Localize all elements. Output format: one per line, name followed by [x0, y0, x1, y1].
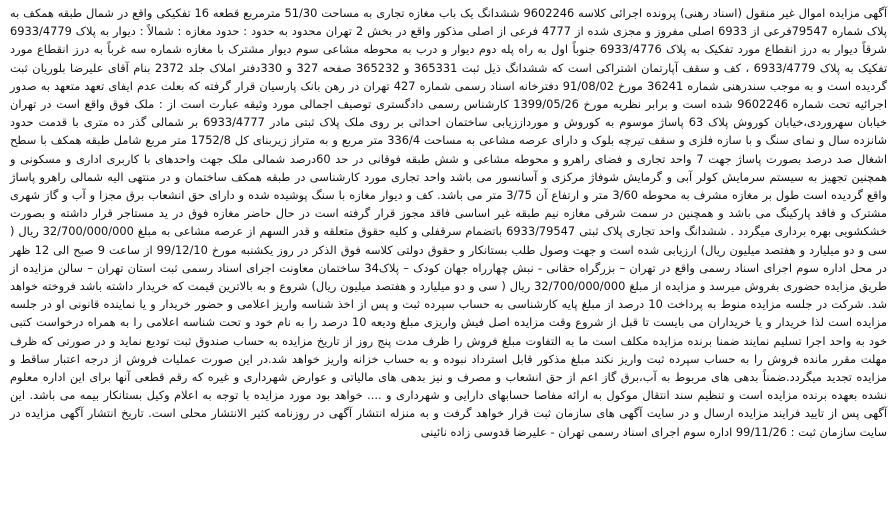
- auction-notice-text: آگهی مزایده اموال غیر منقول (اسناد رهنی) پرونده اجرائی کلاسه 9602246 ششدانگ یک باب مغازه تجاری به مساحت 51/30 مترمربع قطعه 16 تفکیکی واقع در شمال طبقه همکف به پلاک شماره 79547فرعی از 6933 اصلی مفروز و مجزی شده از 4777 فرعی از اصلی مذکور واقع در بخش 2 تهران محدود به حدود : حدود مغازه : شمالاً : دیوار به پلاک 6933/4779 شرقاً دیوار به درز انقطاع مورد تفکیک به پلاک 6933/4776 جنوباً اول به راه پله دوم دیوار و درب به محوطه مشاعی سوم دیوار مشترک با مغازه شماره سه غرباً به درز انقطاع مورد تفکیک به پلاک 6933/4779 ، کف و سقف آپارتمان اشتراکی است که ششدانگ ذیل ثبت 365331 و 365232 صفحه 327 و 330دفتر املاک جلد 2372 بنام آقای علیرضا بلوریان ثبت گردیده است و به موجب سندرهنی شماره 36241 مورخ 91/08/02 دفترخانه اسناد رسمی شماره 427 تهران در رهن بانک پارسیان قرار گرفته که بعلت عدم ایفای تعهد متعهد به صدور اجرائیه تحت شماره 9602246 شده است و برابر نظریه مورخ 1399/05/26 کارشناس رسمی دادگستری توصیف اجمالی مورد وثیقه عبارت است از : ملک فوق واقع است در تهران خیابان سهروردی،خیابان کوروش پلاک 63 پاساژ موسوم به کوروش و مورداززیابی ساختمان احداثی بر روی ملک پلاک ثبتی مادر 6933/4777 بر شمالی گذر ده متری با قدمت حدود شانزده سال و نمای سنگ و با سازه فلزی و سقف تیرچه بلوک و دارای عرصه مشاعی به مساحت 336/4 متر مربع و به متراز زیربنای کل 1752/8 متر مربع شامل طبقه همکف با سطح اشغال صد درصد بصورت پاساژ جهت 7 واحد تجاری و فضای راهرو و محوطه مشاعی و شش طبقه فوقانی در حد 60درصد شمالی ملک جهت واحدهای با کاربری اداری و مسکونی و همچنین تجهیز به سیستم سرمایش کولر آبی و گرمایش شوفاژ مرکزی و آسانسور می باشد واحد تجاری مورد کارشناسی در طبقه همکف ساختمان و در منتهی الیه شمالی راهرو پاساژ واقع گردیده است طول بر مغازه مشرف به محوطه 3/60 متر و ارتفاع آن 3/75 متر می باشد. کف و دیوار مغازه با سنگ پوشیده شده و دارای حق انشعاب برق مجزا و آب و گاز شهری مشترک و فاقد پارکینگ می باشد و همچنین در سمت شرقی مغازه نیم طبقه غیر اساسی فاقد مجوز قرار گرفته است در حال حاضر مغازه فوق در ید مستاجر قرار داشته و بصورت خشکشویی بهره برداری میگردد . ششدانگ واحد تجاری پلاک ثبتی 6933/79547 باتضمام سرقفلی و کلیه حقوق متعلقه و قدر السهم از عرصه مشاعی به مبلغ 32/700/000/000 ریال ( سی و دو میلیارد و هفتصد میلیون ریال) ارزیابی شده است و جهت وصول طلب بستانکار و حقوق دولتی کلاسه فوق الذکر در روز یکشنبه مورخ 99/12/10 از ساعت 9 صبح الی 12 ظهر در محل اداره سوم اجرای اسناد رسمی واقع در تهران – بزرگراه حقانی - نبش چهارراه جهان کودک – پلاک34 ساختمان معاونت اجرای اسناد رسمی ثبت استان تهران – سالن مزایده از طریق مزایده حضوری بفروش میرسد و مزایده از مبلغ 32/700/000/000 ریال ( سی و دو میلیارد و هفتصد میلیون ریال) شروع و به بالاترین قیمت که خریدار داشته باشد فروخته خواهد شد. شرکت در جلسه مزایده منوط به پرداخت 10 درصد از مبلغ پایه کارشناسی به حساب سپرده ثبت و پس از اخذ شناسه واریز اعلامی و حضور خریدار و یا نماینده قانونی او در جلسه مزایده است لذا خریدار و یا خریداران می بایست تا قبل از شروع وقت مزایده اصل فیش واریزی مبلغ ودیعه 10 درصد را به نام خود و تحت شناسه اعلامی را به همراه درخواست کتبی خود به واحد اجرا تسلیم نمایند ضمنا برنده مزایده مکلف است ما به التفاوت مبلغ فروش را ظرف مدت پنج روز از تاریخ مزایده به حساب صندوق ثبت تودیع نماید و در صورتی که ظرف مهلت مقرر مانده فروش را به حساب سپرده ثبت واریز نکند مبلغ مذکور قابل استرداد نبوده و به حساب خزانه واریز خواهد شد.در این صورت عملیات فروش از درجه اعتبار ساقط و مزایده تجدید میگردد.ضمناً بدهی های مربوط به آب،برق گاز اعم از حق انشعاب و مصرف و نیز بدهی های مالیاتی و عوارض شهرداری و غیره که رقم قطعی آنها برای این اداره معلوم نشده بعهده برنده مزایده است و تنظیم سند انتقال موکول به ارائه مفاصا حسابهای دارایی و شهرداری و .... خواهد بود مورد مزایده با توجه به اعلام وکیل بستانکار بیمه می باشد. این آگهی پس از تایید فرایند مزایده ارسال و در سایت آگهی های سازمان ثبت قرار خواهد گرفت و به منزله انتشار آگهی در روزنامه کثیر الانتشار محلی است. تاریخ انتشار آگهی مزایده در سایت سازمان ثبت : 99/11/26 اداره سوم اجرای اسناد رسمی تهران - علیرضا قدوسی زاده نائینی: [10, 6, 888, 439]
